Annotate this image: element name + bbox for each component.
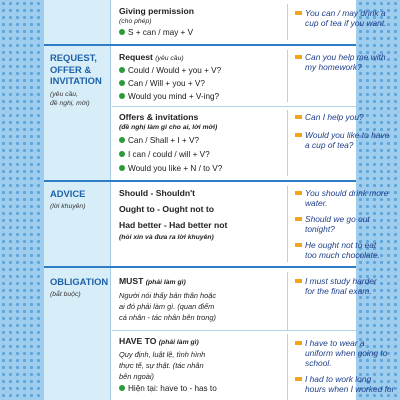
marker-icon [295, 377, 302, 381]
have-to-example-line2: hours when I worked for [305, 384, 395, 394]
category-advice: ADVICE [50, 188, 86, 199]
offers-note: (đề nghị làm gì cho ai, lời mời) [119, 124, 218, 131]
must-desc: Người nói thấy bản thân hoặc [119, 291, 217, 300]
grammar-sheet [44, 0, 395, 400]
have-to-title: HAVE TO (phải làm gì) [119, 336, 199, 346]
advice-line: Had better - Had better not [119, 220, 228, 230]
have-to-desc: thực tế, sự thật. (tác nhân [119, 361, 204, 370]
have-to-desc: bên ngoài) [119, 372, 154, 381]
category-obligation: OBLIGATION [50, 276, 109, 287]
advice-line: Should - Shouldn't [119, 188, 196, 198]
category-request-sub: (yêu cầu, đề nghị, mời) [50, 91, 90, 107]
marker-icon [295, 341, 302, 345]
marker-icon [295, 243, 302, 247]
bullet-icon [119, 93, 125, 99]
offers-formula: Would you like + N / to V? [119, 164, 222, 175]
bullet-icon [119, 137, 125, 143]
subsection-divider [112, 106, 356, 107]
must-title: MUST (phải làm gì) [119, 276, 186, 286]
row-permission [44, 0, 387, 44]
bullet-icon [119, 151, 125, 157]
marker-icon [295, 217, 302, 221]
must-example: I must study harder [295, 276, 377, 287]
have-to-example: I have to wear a [295, 338, 365, 349]
must-desc: cá nhân - tác nhân bên trong) [119, 313, 216, 322]
must-desc: ai đó phải làm gì. (quan điểm [119, 302, 215, 311]
advice-example-line2: water. [305, 198, 328, 208]
bullet-icon [119, 80, 125, 86]
marker-icon [295, 11, 302, 15]
request-example-line2: my homework? [305, 62, 362, 72]
offers-example: Can I help you? [295, 112, 364, 123]
category-request: REQUEST, OFFER & INVITATION [50, 52, 102, 86]
bullet-icon [119, 67, 125, 73]
advice-example-line2: too much chocolate. [305, 250, 380, 260]
marker-icon [295, 279, 302, 283]
request-formula: Would you mind + V-ing? [119, 92, 219, 103]
subsection-divider [112, 330, 356, 331]
permission-example: You can / may drink a [295, 8, 386, 19]
marker-icon [295, 133, 302, 137]
advice-example-line2: tonight? [305, 224, 335, 234]
advice-line: Ought to - Ought not to [119, 204, 214, 214]
request-title: Request (yêu cầu) [119, 52, 184, 62]
row-obligation [44, 268, 395, 400]
bullet-icon [119, 385, 125, 391]
marker-icon [295, 55, 302, 59]
request-formula: Can / Will + you + V? [119, 79, 205, 90]
category-advice-sub: (lời khuyên) [50, 203, 86, 210]
category-obligation-sub: (bắt buộc) [50, 291, 81, 298]
advice-example: You should drink more [295, 188, 388, 199]
permission-formula: S + can / may + V [119, 28, 193, 39]
row-request [44, 46, 390, 180]
request-formula: Could / Would + you + V? [119, 66, 221, 77]
category-cell [44, 0, 110, 44]
permission-example-line2: cup of tea if you want. [305, 18, 387, 28]
offers-example-line2: a cup of tea? [305, 140, 354, 150]
advice-note: (hỏi xin và đưa ra lời khuyên) [119, 234, 214, 241]
permission-title: Giving permission [119, 6, 194, 16]
have-to-formula: Hiện tại: have to - has to [119, 384, 217, 395]
permission-note: (cho phép) [119, 18, 152, 25]
offers-title: Offers & invitations [119, 112, 199, 122]
have-to-desc: Quy định, luật lệ, tình hình [119, 350, 206, 359]
marker-icon [295, 115, 302, 119]
must-example-line2: for the final exam. [305, 286, 372, 296]
bullet-icon [119, 165, 125, 171]
have-to-example-line3: school. [305, 358, 332, 368]
have-to-example: I had to work long [295, 374, 371, 385]
bullet-icon [119, 29, 125, 35]
offers-formula: I can / could / will + V? [119, 150, 210, 161]
marker-icon [295, 191, 302, 195]
have-to-example-line2: uniform when going to [305, 348, 388, 358]
advice-example: Should we go out [295, 214, 370, 225]
advice-example: He ought not to eat [295, 240, 376, 251]
offers-formula: Can / Shall + I + V? [119, 136, 199, 147]
row-advice [44, 182, 389, 266]
request-example: Can you help me with [295, 52, 386, 63]
offers-example: Would you like to have [295, 130, 389, 141]
